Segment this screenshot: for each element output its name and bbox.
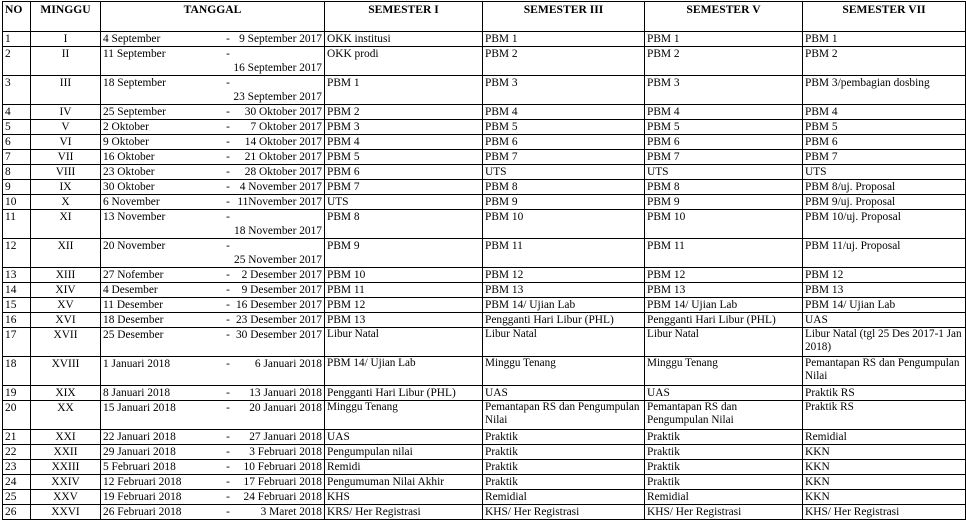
date-end: 20 Januari 2018 bbox=[249, 402, 322, 414]
date-start: 20 November bbox=[103, 240, 166, 252]
table-row bbox=[3, 120, 966, 135]
date-start: 11 Desember bbox=[103, 299, 163, 311]
date-end: 3 Maret 2018 bbox=[260, 506, 322, 518]
semester-7-activity: Praktik RS bbox=[803, 401, 966, 430]
date-separator: - bbox=[226, 211, 230, 223]
week-number: XIX bbox=[31, 386, 101, 401]
table-row bbox=[3, 268, 966, 283]
date-end: 18 November 2017 bbox=[234, 225, 322, 237]
row-number: 5 bbox=[3, 120, 31, 135]
week-number: IX bbox=[31, 180, 101, 195]
date-end: 14 Oktober 2017 bbox=[244, 136, 322, 148]
date-end: 23 September 2017 bbox=[233, 91, 322, 103]
week-number: XV bbox=[31, 298, 101, 313]
date-start: 1 Januari 2018 bbox=[103, 358, 171, 370]
row-number: 11 bbox=[3, 210, 31, 239]
table-row bbox=[3, 357, 966, 386]
semester-7-activity: PBM 4 bbox=[803, 105, 966, 120]
week-number: XXIII bbox=[31, 460, 101, 475]
row-number: 9 bbox=[3, 180, 31, 195]
semester-7-activity: PBM 12 bbox=[803, 268, 966, 283]
date-range bbox=[101, 505, 325, 520]
semester-1-activity: PBM 8 bbox=[325, 210, 483, 239]
date-range bbox=[101, 210, 325, 239]
row-number: 6 bbox=[3, 135, 31, 150]
semester-1-activity: PBM 1 bbox=[325, 76, 483, 105]
date-range bbox=[101, 47, 325, 76]
table-row bbox=[3, 490, 966, 505]
semester-1-activity: OKK institusi bbox=[325, 32, 483, 47]
week-number: VII bbox=[31, 150, 101, 165]
semester-3-activity: Pemantapan RS dan Pengumpulan Nilai bbox=[483, 401, 645, 430]
date-start: 2 Oktober bbox=[103, 121, 149, 133]
date-start: 29 Januari 2018 bbox=[103, 446, 176, 458]
date-start: 18 September bbox=[103, 77, 166, 89]
row-number: 16 bbox=[3, 313, 31, 328]
semester-7-activity: PBM 3/pembagian dosbing bbox=[803, 76, 966, 105]
date-start: 25 September bbox=[103, 106, 166, 118]
date-range bbox=[101, 475, 325, 490]
week-number: XI bbox=[31, 210, 101, 239]
date-range bbox=[101, 150, 325, 165]
date-range bbox=[101, 401, 325, 430]
semester-1-activity: PBM 2 bbox=[325, 105, 483, 120]
semester-3-activity: PBM 3 bbox=[483, 76, 645, 105]
date-end: 9 September 2017 bbox=[239, 33, 322, 45]
week-number: XIV bbox=[31, 283, 101, 298]
semester-5-activity: PBM 5 bbox=[645, 120, 803, 135]
semester-7-activity: Praktik RS bbox=[803, 386, 966, 401]
date-end: 11November 2017 bbox=[237, 196, 322, 208]
semester-7-activity: PBM 9/uj. Proposal bbox=[803, 195, 966, 210]
table-row bbox=[3, 150, 966, 165]
semester-1-activity: PBM 11 bbox=[325, 283, 483, 298]
row-number: 18 bbox=[3, 357, 31, 386]
table-row bbox=[3, 313, 966, 328]
table-row bbox=[3, 76, 966, 105]
date-start: 25 Desember bbox=[103, 329, 164, 341]
date-separator: - bbox=[226, 151, 230, 163]
week-number: II bbox=[31, 47, 101, 76]
week-number: XXIV bbox=[31, 475, 101, 490]
week-number: VI bbox=[31, 135, 101, 150]
date-end: 30 Desember 2017 bbox=[235, 329, 322, 341]
date-separator: - bbox=[226, 476, 230, 488]
semester-5-activity: PBM 1 bbox=[645, 32, 803, 47]
semester-7-activity: PBM 2 bbox=[803, 47, 966, 76]
semester-3-activity: Minggu Tenang bbox=[483, 357, 645, 386]
row-number: 7 bbox=[3, 150, 31, 165]
date-separator: - bbox=[226, 106, 230, 118]
semester-5-activity: Pemantapan RS dan Pengumpulan Nilai bbox=[645, 401, 803, 430]
row-number: 25 bbox=[3, 490, 31, 505]
date-end: 17 Februari 2018 bbox=[243, 476, 322, 488]
week-number: XVII bbox=[31, 328, 101, 357]
semester-3-activity: PBM 8 bbox=[483, 180, 645, 195]
date-start: 15 Januari 2018 bbox=[103, 402, 176, 414]
semester-3-activity: PBM 1 bbox=[483, 32, 645, 47]
semester-3-activity: PBM 9 bbox=[483, 195, 645, 210]
semester-7-activity: KKN bbox=[803, 490, 966, 505]
semester-7-activity: KKN bbox=[803, 475, 966, 490]
date-range bbox=[101, 283, 325, 298]
table-row bbox=[3, 239, 966, 268]
semester-5-activity: Remidial bbox=[645, 490, 803, 505]
date-end: 16 September 2017 bbox=[233, 62, 322, 74]
semester-1-activity: UTS bbox=[325, 195, 483, 210]
date-separator: - bbox=[226, 506, 230, 518]
week-number: XIII bbox=[31, 268, 101, 283]
table-row bbox=[3, 47, 966, 76]
date-end: 10 Februari 2018 bbox=[243, 461, 322, 473]
semester-7-activity: KHS/ Her Registrasi bbox=[803, 505, 966, 520]
date-start: 8 Januari 2018 bbox=[103, 387, 171, 399]
semester-5-activity: PBM 3 bbox=[645, 76, 803, 105]
date-start: 4 Desember bbox=[103, 284, 158, 296]
week-number: XII bbox=[31, 239, 101, 268]
date-start: 18 Desember bbox=[103, 314, 164, 326]
semester-1-activity: PBM 4 bbox=[325, 135, 483, 150]
date-start: 5 Februari 2018 bbox=[103, 461, 176, 473]
date-separator: - bbox=[226, 240, 230, 252]
date-end: 30 Oktober 2017 bbox=[244, 106, 322, 118]
row-number: 4 bbox=[3, 105, 31, 120]
semester-5-activity: KHS/ Her Registrasi bbox=[645, 505, 803, 520]
week-number: IV bbox=[31, 105, 101, 120]
semester-7-activity: PBM 11/uj. Proposal bbox=[803, 239, 966, 268]
date-separator: - bbox=[226, 284, 230, 296]
date-range bbox=[101, 32, 325, 47]
date-end: 16 Desember 2017 bbox=[235, 299, 322, 311]
date-separator: - bbox=[226, 269, 230, 281]
date-end: 9 Desember 2017 bbox=[241, 284, 322, 296]
semester-3-activity: PBM 12 bbox=[483, 268, 645, 283]
date-range bbox=[101, 195, 325, 210]
semester-5-activity: PBM 13 bbox=[645, 283, 803, 298]
semester-1-activity: Pengganti Hari Libur (PHL) bbox=[325, 386, 483, 401]
date-range bbox=[101, 490, 325, 505]
semester-1-activity: PBM 14/ Ujian Lab bbox=[325, 357, 483, 386]
semester-1-activity: PBM 6 bbox=[325, 165, 483, 180]
semester-3-activity: UTS bbox=[483, 165, 645, 180]
date-separator: - bbox=[226, 299, 230, 311]
semester-5-activity: Praktik bbox=[645, 430, 803, 445]
semester-5-activity: PBM 4 bbox=[645, 105, 803, 120]
semester-1-activity: PBM 10 bbox=[325, 268, 483, 283]
row-number: 1 bbox=[3, 32, 31, 47]
semester-3-activity: PBM 11 bbox=[483, 239, 645, 268]
week-number: VIII bbox=[31, 165, 101, 180]
date-end: 27 Januari 2018 bbox=[249, 431, 322, 443]
week-number: X bbox=[31, 195, 101, 210]
table-row bbox=[3, 180, 966, 195]
date-separator: - bbox=[226, 166, 230, 178]
date-end: 25 November 2017 bbox=[234, 254, 322, 266]
semester-5-activity: PBM 9 bbox=[645, 195, 803, 210]
semester-3-activity: Praktik bbox=[483, 475, 645, 490]
date-start: 4 September bbox=[103, 33, 161, 45]
date-start: 11 September bbox=[103, 48, 166, 60]
date-end: 4 November 2017 bbox=[239, 181, 322, 193]
date-start: 12 Februari 2018 bbox=[103, 476, 182, 488]
semester-5-activity: PBM 12 bbox=[645, 268, 803, 283]
date-end: 13 Januari 2018 bbox=[249, 387, 322, 399]
header-semester-1: SEMESTER I bbox=[325, 2, 483, 32]
date-separator: - bbox=[226, 461, 230, 473]
semester-7-activity: UAS bbox=[803, 313, 966, 328]
semester-5-activity: PBM 6 bbox=[645, 135, 803, 150]
header-semester-3: SEMESTER III bbox=[483, 2, 645, 32]
semester-3-activity: PBM 13 bbox=[483, 283, 645, 298]
semester-3-activity: Pengganti Hari Libur (PHL) bbox=[483, 313, 645, 328]
semester-5-activity: UTS bbox=[645, 165, 803, 180]
semester-3-activity: PBM 6 bbox=[483, 135, 645, 150]
date-separator: - bbox=[226, 446, 230, 458]
date-end: 7 Oktober 2017 bbox=[250, 121, 322, 133]
date-end: 28 Oktober 2017 bbox=[244, 166, 322, 178]
semester-1-activity: PBM 12 bbox=[325, 298, 483, 313]
date-range bbox=[101, 120, 325, 135]
date-start: 9 Oktober bbox=[103, 136, 149, 148]
semester-5-activity: PBM 7 bbox=[645, 150, 803, 165]
week-number: XVIII bbox=[31, 357, 101, 386]
semester-5-activity: Minggu Tenang bbox=[645, 357, 803, 386]
table-row bbox=[3, 475, 966, 490]
date-separator: - bbox=[226, 402, 230, 414]
row-number: 3 bbox=[3, 76, 31, 105]
date-separator: - bbox=[226, 196, 230, 208]
semester-7-activity: Libur Natal (tgl 25 Des 2017-1 Jan 2018) bbox=[803, 328, 966, 357]
row-number: 22 bbox=[3, 445, 31, 460]
semester-5-activity: PBM 10 bbox=[645, 210, 803, 239]
academic-calendar-table bbox=[2, 1, 966, 520]
date-separator: - bbox=[226, 136, 230, 148]
date-separator: - bbox=[226, 329, 230, 341]
table-row bbox=[3, 283, 966, 298]
semester-5-activity: Praktik bbox=[645, 460, 803, 475]
row-number: 15 bbox=[3, 298, 31, 313]
date-separator: - bbox=[226, 33, 230, 45]
semester-3-activity: Libur Natal bbox=[483, 328, 645, 357]
semester-7-activity: PBM 6 bbox=[803, 135, 966, 150]
semester-5-activity: Pengganti Hari Libur (PHL) bbox=[645, 313, 803, 328]
date-separator: - bbox=[226, 491, 230, 503]
date-separator: - bbox=[226, 314, 230, 326]
date-range bbox=[101, 165, 325, 180]
semester-1-activity: PBM 9 bbox=[325, 239, 483, 268]
semester-7-activity: UTS bbox=[803, 165, 966, 180]
date-end: 24 Februari 2018 bbox=[243, 491, 322, 503]
header-row bbox=[3, 2, 966, 32]
date-end: 3 Februari 2018 bbox=[249, 446, 322, 458]
table-row bbox=[3, 165, 966, 180]
semester-5-activity: PBM 11 bbox=[645, 239, 803, 268]
semester-1-activity: KRS/ Her Registrasi bbox=[325, 505, 483, 520]
header-semester-5: SEMESTER V bbox=[645, 2, 803, 32]
date-start: 22 Januari 2018 bbox=[103, 431, 176, 443]
date-range bbox=[101, 180, 325, 195]
semester-1-activity: Remidi bbox=[325, 460, 483, 475]
semester-3-activity: UAS bbox=[483, 386, 645, 401]
semester-7-activity: PBM 8/uj. Proposal bbox=[803, 180, 966, 195]
semester-7-activity: PBM 10/uj. Proposal bbox=[803, 210, 966, 239]
week-number: XVI bbox=[31, 313, 101, 328]
semester-7-activity: KKN bbox=[803, 460, 966, 475]
semester-3-activity: PBM 10 bbox=[483, 210, 645, 239]
date-range bbox=[101, 135, 325, 150]
semester-5-activity: Praktik bbox=[645, 445, 803, 460]
semester-7-activity: PBM 14/ Ujian Lab bbox=[803, 298, 966, 313]
semester-3-activity: KHS/ Her Registrasi bbox=[483, 505, 645, 520]
row-number: 14 bbox=[3, 283, 31, 298]
semester-1-activity: PBM 7 bbox=[325, 180, 483, 195]
table-row bbox=[3, 32, 966, 47]
row-number: 10 bbox=[3, 195, 31, 210]
table-row bbox=[3, 460, 966, 475]
row-number: 26 bbox=[3, 505, 31, 520]
date-end: 2 Desember 2017 bbox=[241, 269, 322, 281]
semester-3-activity: Praktik bbox=[483, 430, 645, 445]
date-range bbox=[101, 298, 325, 313]
date-start: 6 November bbox=[103, 196, 160, 208]
date-range bbox=[101, 239, 325, 268]
semester-1-activity: Pengumpulan nilai bbox=[325, 445, 483, 460]
semester-1-activity: PBM 3 bbox=[325, 120, 483, 135]
table-row bbox=[3, 386, 966, 401]
date-range bbox=[101, 105, 325, 120]
header-minggu: MINGGU bbox=[31, 2, 101, 32]
semester-1-activity: PBM 13 bbox=[325, 313, 483, 328]
semester-3-activity: PBM 4 bbox=[483, 105, 645, 120]
row-number: 12 bbox=[3, 239, 31, 268]
date-separator: - bbox=[226, 431, 230, 443]
semester-3-activity: Remidial bbox=[483, 490, 645, 505]
date-end: 23 Desember 2017 bbox=[235, 314, 322, 326]
date-start: 16 Oktober bbox=[103, 151, 155, 163]
date-start: 13 November bbox=[103, 211, 166, 223]
date-separator: - bbox=[226, 121, 230, 133]
week-number: XXI bbox=[31, 430, 101, 445]
date-range bbox=[101, 76, 325, 105]
date-separator: - bbox=[226, 77, 230, 89]
row-number: 21 bbox=[3, 430, 31, 445]
date-separator: - bbox=[226, 48, 230, 60]
table-row bbox=[3, 195, 966, 210]
semester-1-activity: PBM 5 bbox=[325, 150, 483, 165]
date-separator: - bbox=[226, 358, 230, 370]
table-row bbox=[3, 105, 966, 120]
row-number: 2 bbox=[3, 47, 31, 76]
date-start: 30 Oktober bbox=[103, 181, 155, 193]
date-start: 26 Februari 2018 bbox=[103, 506, 182, 518]
semester-3-activity: Praktik bbox=[483, 460, 645, 475]
semester-7-activity: PBM 1 bbox=[803, 32, 966, 47]
semester-5-activity: PBM 8 bbox=[645, 180, 803, 195]
semester-1-activity: KHS bbox=[325, 490, 483, 505]
table-row bbox=[3, 328, 966, 357]
table-row bbox=[3, 505, 966, 520]
date-separator: - bbox=[226, 181, 230, 193]
semester-7-activity: PBM 13 bbox=[803, 283, 966, 298]
week-number: XX bbox=[31, 401, 101, 430]
table-row bbox=[3, 210, 966, 239]
semester-3-activity: PBM 14/ Ujian Lab bbox=[483, 298, 645, 313]
week-number: I bbox=[31, 32, 101, 47]
row-number: 8 bbox=[3, 165, 31, 180]
semester-7-activity: PBM 5 bbox=[803, 120, 966, 135]
row-number: 19 bbox=[3, 386, 31, 401]
date-end: 6 Januari 2018 bbox=[254, 358, 322, 370]
table-row bbox=[3, 298, 966, 313]
semester-5-activity: Praktik bbox=[645, 475, 803, 490]
date-start: 19 Februari 2018 bbox=[103, 491, 182, 503]
week-number: III bbox=[31, 76, 101, 105]
semester-7-activity: Remidial bbox=[803, 430, 966, 445]
semester-3-activity: Praktik bbox=[483, 445, 645, 460]
row-number: 23 bbox=[3, 460, 31, 475]
date-range bbox=[101, 357, 325, 386]
row-number: 20 bbox=[3, 401, 31, 430]
table-row bbox=[3, 430, 966, 445]
header-no: NO bbox=[3, 2, 31, 32]
semester-7-activity: PBM 7 bbox=[803, 150, 966, 165]
date-range bbox=[101, 328, 325, 357]
table-body bbox=[3, 32, 966, 520]
date-end: 21 Oktober 2017 bbox=[244, 151, 322, 163]
week-number: XXV bbox=[31, 490, 101, 505]
table-row bbox=[3, 401, 966, 430]
table-row bbox=[3, 445, 966, 460]
date-range bbox=[101, 313, 325, 328]
semester-3-activity: PBM 5 bbox=[483, 120, 645, 135]
semester-3-activity: PBM 7 bbox=[483, 150, 645, 165]
date-start: 23 Oktober bbox=[103, 166, 155, 178]
row-number: 24 bbox=[3, 475, 31, 490]
semester-1-activity: Pengumuman Nilai Akhir bbox=[325, 475, 483, 490]
semester-7-activity: KKN bbox=[803, 445, 966, 460]
date-start: 27 Nofember bbox=[103, 269, 164, 281]
semester-7-activity: Pemantapan RS dan Pengumpulan Nilai bbox=[803, 357, 966, 386]
semester-1-activity: Libur Natal bbox=[325, 328, 483, 357]
date-range bbox=[101, 460, 325, 475]
semester-5-activity: PBM 2 bbox=[645, 47, 803, 76]
header-semester-7: SEMESTER VII bbox=[803, 2, 966, 32]
header-tanggal: TANGGAL bbox=[101, 2, 325, 32]
row-number: 13 bbox=[3, 268, 31, 283]
row-number: 17 bbox=[3, 328, 31, 357]
date-range bbox=[101, 386, 325, 401]
semester-1-activity: OKK prodi bbox=[325, 47, 483, 76]
semester-3-activity: PBM 2 bbox=[483, 47, 645, 76]
semester-5-activity: Libur Natal bbox=[645, 328, 803, 357]
week-number: XXII bbox=[31, 445, 101, 460]
date-separator: - bbox=[226, 387, 230, 399]
date-range bbox=[101, 268, 325, 283]
date-range bbox=[101, 430, 325, 445]
semester-5-activity: UAS bbox=[645, 386, 803, 401]
semester-5-activity: PBM 14/ Ujian Lab bbox=[645, 298, 803, 313]
week-number: XXVI bbox=[31, 505, 101, 520]
date-range bbox=[101, 445, 325, 460]
week-number: V bbox=[31, 120, 101, 135]
table-row bbox=[3, 135, 966, 150]
semester-1-activity: UAS bbox=[325, 430, 483, 445]
semester-1-activity: Minggu Tenang bbox=[325, 401, 483, 430]
